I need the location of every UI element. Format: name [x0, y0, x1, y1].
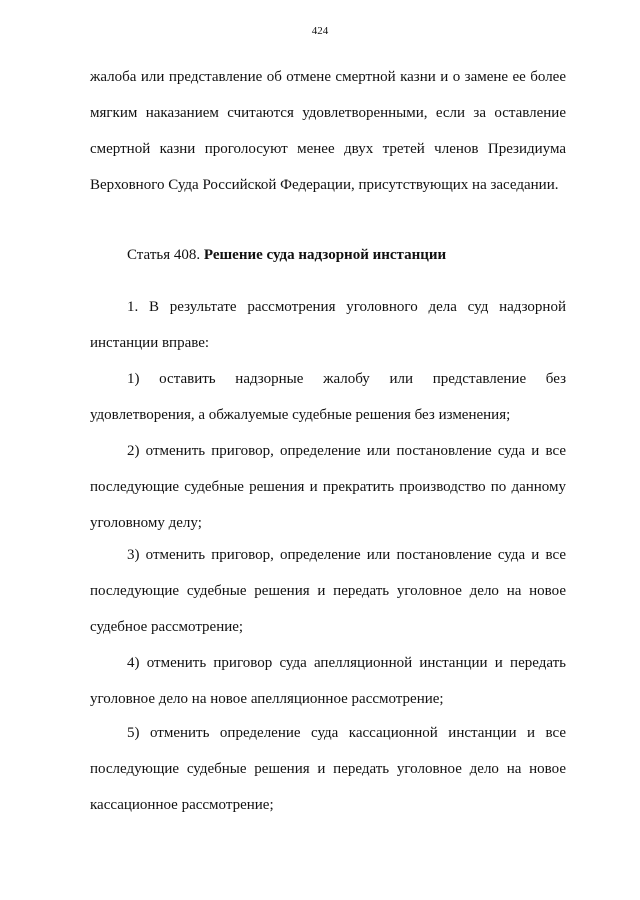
body-line-8: 3) отменить приговор, определение или постановление суда и все — [127, 547, 566, 563]
page-number: 424 — [311, 25, 329, 37]
body-line-3: 1) оставить надзорные жалобу или представление без — [127, 371, 566, 387]
body-line-13: 5) отменить определение суда кассационной инстанции и все — [127, 725, 566, 741]
body-line-4: удовлетворения, а обжалуемые судебные решения без изменения; — [90, 407, 511, 423]
continuation-line-3: смертной казни проголосуют менее двух третей членов Президиума — [90, 141, 566, 157]
body-line-5: 2) отменить приговор, определение или постановление суда и все — [127, 443, 566, 459]
article-title: Решение суда надзорной инстанции — [203, 247, 447, 263]
body-line-6: последующие судебные решения и прекратить производство по данному — [90, 479, 566, 495]
body-line-11: 4) отменить приговор суда апелляционной инстанции и передать — [127, 655, 566, 671]
body-line-14: последующие судебные решения и передать уголовное дело на новое — [90, 761, 566, 777]
body-line-10: судебное рассмотрение; — [90, 619, 244, 635]
continuation-line-2: мягким наказанием считаются удовлетворенными, если за оставление — [90, 105, 566, 121]
body-line-15: кассационное рассмотрение; — [90, 797, 274, 813]
article-prefix: Статья 408. — [127, 247, 201, 263]
body-line-1: 1. В результате рассмотрения уголовного дела суд надзорной — [127, 299, 566, 315]
body-line-9: последующие судебные решения и передать уголовное дело на новое — [90, 583, 566, 599]
continuation-line-4: Верховного Суда Российской Федерации, присутствующих на заседании. — [90, 177, 559, 193]
continuation-line-1: жалоба или представление об отмене смертной казни и о замене ее более — [90, 69, 566, 85]
body-line-12: уголовное дело на новое апелляционное рассмотрение; — [90, 691, 444, 707]
body-line-2: инстанции вправе: — [90, 335, 210, 351]
body-line-7: уголовному делу; — [90, 515, 202, 531]
article-heading — [127, 246, 446, 264]
